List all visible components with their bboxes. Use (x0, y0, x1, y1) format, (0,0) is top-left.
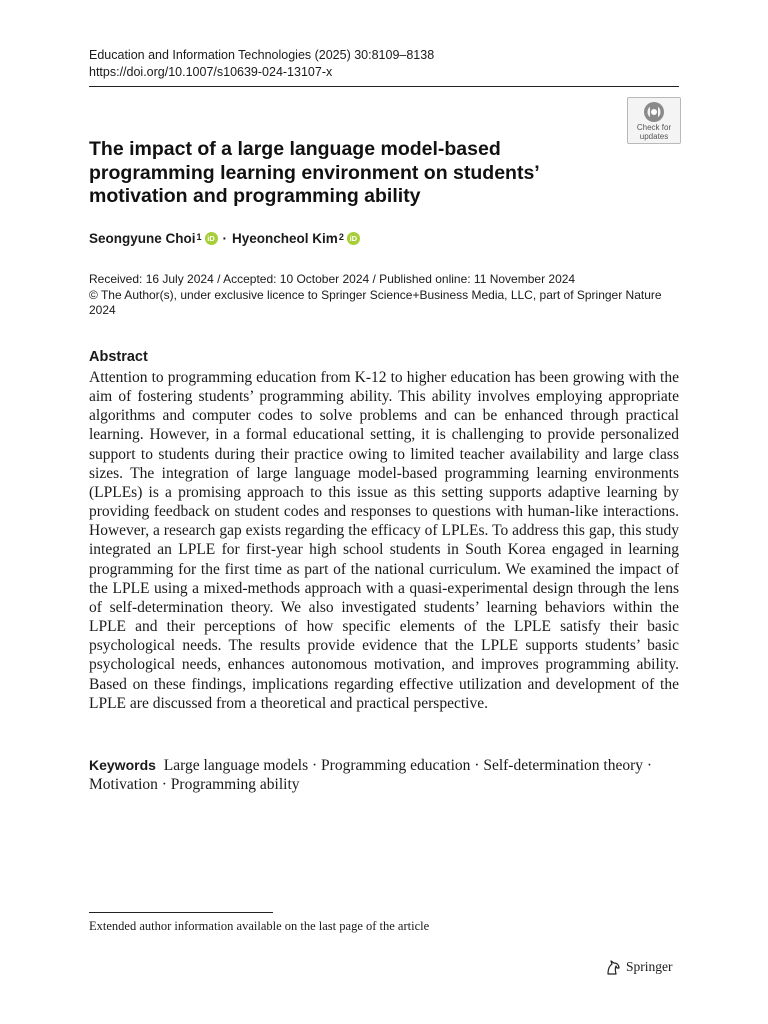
journal-citation: Education and Information Technologies (2025) 30:8109–8138 (89, 48, 435, 62)
copyright-notice: © The Author(s), under exclusive licence to Springer Science+Business Media, LLC, part of Springer Nature 2024 (89, 287, 662, 317)
doi-link[interactable]: https://doi.org/10.1007/s10639-024-13107-x (89, 65, 333, 79)
author-name[interactable]: Seongyune Choi (89, 231, 196, 246)
footnote-text: Extended author information available on the last page of the article (89, 919, 430, 933)
header-rule (89, 86, 679, 87)
publication-dates: Received: 16 July 2024 / Accepted: 10 October 2024 / Published online: 11 November 2024 (89, 272, 576, 286)
crossmark-icon (641, 101, 667, 123)
crossmark-label-line2: updates (639, 131, 669, 141)
article-history (89, 272, 679, 319)
author-list (89, 231, 360, 246)
keywords-list: Large language models · Programming education · Self-determination theory · Motivation · Programming ability (89, 757, 653, 793)
publisher-logo (604, 958, 673, 976)
publisher-name: Springer (626, 959, 673, 974)
check-for-updates-badge[interactable] (627, 97, 681, 144)
author-name[interactable]: Hyeoncheol Kim (232, 231, 338, 246)
abstract-text: Attention to programming education from K-12 to higher education has been growing with the aim of fostering students’ programming ability. This ability involves employing appropriate algorithms and computer codes to solve problems and can be enhanced through practical learning. However, in a formal educational setting, it is challenging to provide personalized support to students during their practice owing to limited teacher availability and large class sizes. The integration of large language model-based programming learning environments (LPLEs) is a promising approach to this issue as this setting supports adaptive learning by providing feedback on student codes and responses to questions with human-like interactions. However, a research gap exists regarding the efficacy of LPLEs. To address this gap, this study integrated an LPLE for first-year high school students in South Korea engaged in learning programming for the first time as part of the national curriculum. We examined the impact of the LPLE using a mixed-methods approach with a quasi-experimental design through the lens of self-determination theory. We also investigated students’ learning behaviors within the LPLE and their perceptions of how specific elements of the LPLE satisfy their basic psychological needs. The results provide evidence that the LPLE supports students’ basic psychological needs, enhances autonomous motivation, and improves programming ability. Based on these findings, implications regarding effective utilization and development of the LPLE are discussed from a theoretical and practical perspective. (89, 369, 679, 712)
article-title: The impact of a large language model-based programming learning environment on students’ motivation and programming ability (89, 138, 539, 207)
keywords-label: Keywords (89, 757, 156, 773)
author-affiliation: 1 (196, 231, 202, 242)
crossmark-label-line1: Check for (636, 123, 672, 132)
author-affiliation: 2 (338, 231, 344, 242)
abstract-heading: Abstract (89, 349, 148, 365)
journal-header (89, 47, 434, 81)
footnote-rule (89, 912, 273, 913)
orcid-icon[interactable]: iD (205, 232, 218, 245)
keywords-section (89, 756, 679, 794)
springer-horse-icon (604, 958, 622, 976)
author-separator: · (222, 231, 228, 246)
orcid-icon[interactable]: iD (347, 232, 360, 245)
